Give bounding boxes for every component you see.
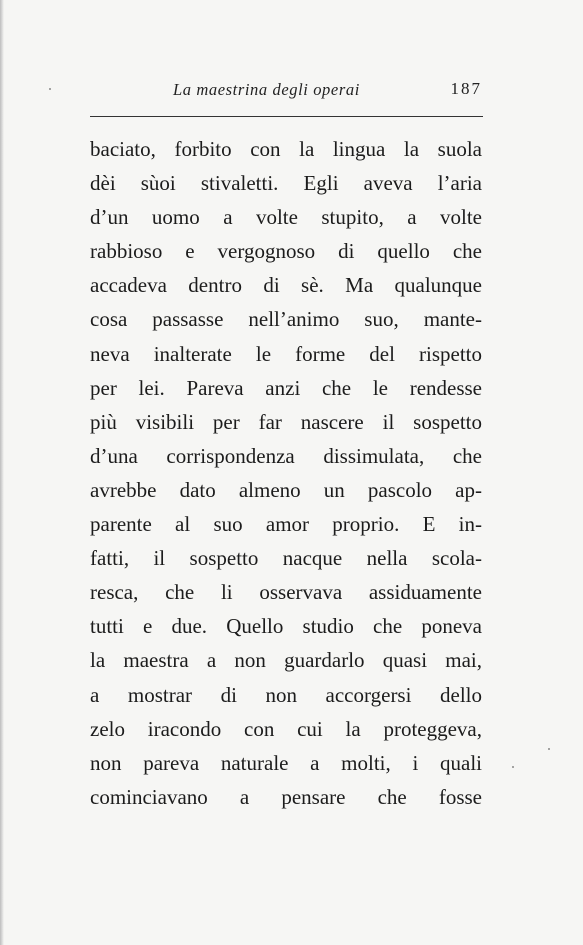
text-line: neva inalterate le forme del rispetto [90, 341, 482, 366]
text-line: più visibili per far nascere il sospetto [90, 409, 482, 434]
header-rule [90, 116, 483, 117]
text-line: tutti e due. Quello studio che poneva [90, 614, 482, 639]
text-line: zelo iracondo con cui la proteggeva, [90, 716, 482, 741]
text-line: fatti, il sospetto nacque nella scola- [90, 546, 482, 571]
paper-speck [512, 766, 514, 768]
text-line: cosa passasse nell’animo suo, mante- [90, 307, 482, 332]
text-line: resca, che li osservava assiduamente [90, 580, 482, 605]
text-line: accadeva dentro di sè. Ma qualunque [90, 273, 482, 298]
text-line: dèi sùoi stivaletti. Egli aveva l’aria [90, 171, 482, 196]
body-text [90, 132, 482, 814]
text-line: d’una corrispondenza dissimulata, che [90, 443, 482, 468]
text-line: d’un uomo a volte stupito, a volte [90, 205, 482, 230]
text-line: a mostrar di non accorgersi dello [90, 682, 482, 707]
page-number: 187 [450, 79, 482, 98]
text-line: cominciavano a pensare che fosse [90, 784, 482, 809]
text-line: rabbioso e vergognoso di quello che [90, 239, 482, 264]
text-line: parente al suo amor proprio. E in- [90, 512, 482, 537]
text-line: baciato, forbito con la lingua la suola [90, 137, 482, 161]
paper-speck [49, 88, 51, 90]
text-line: per lei. Pareva anzi che le rendesse [90, 375, 482, 400]
paper-speck [548, 748, 550, 750]
running-title: La maestrina degli operai [173, 80, 360, 99]
text-line: la maestra a non guardarlo quasi mai, [90, 648, 482, 673]
page-header [90, 76, 485, 106]
text-line: avrebbe dato almeno un pascolo ap- [90, 477, 482, 502]
text-line: non pareva naturale a molti, i quali [90, 750, 482, 775]
